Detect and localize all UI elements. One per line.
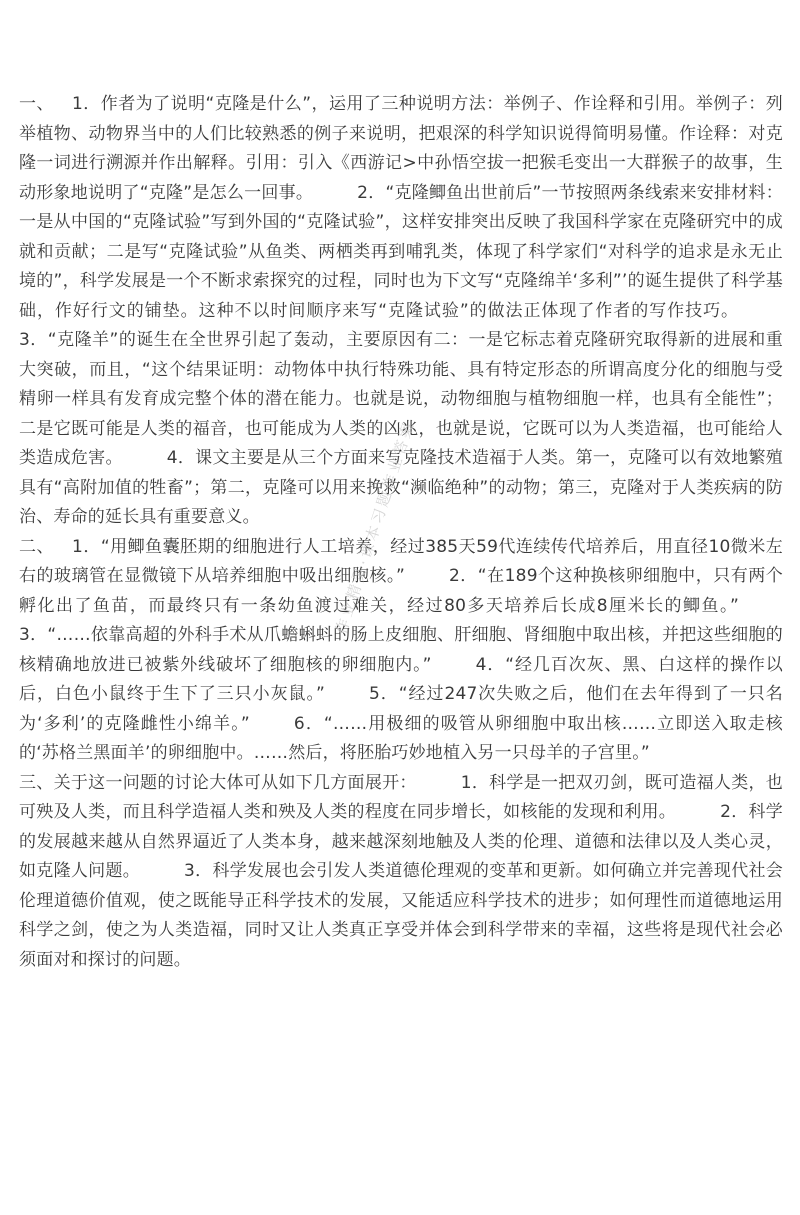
answer-item: 4．课文主要是从三个方面来写克隆技术造福于人类。第一，克隆可以有效地繁殖具有“高附加值的牲畜”；第二，克隆可以用来挽救“濒临绝种”的动物；第三，克隆对于人类疾病的防治、寿命的延长具有重要意义。 xyxy=(19,448,784,527)
answer-document xyxy=(19,90,783,975)
section-number: 三、 xyxy=(19,772,54,793)
answer-item: 2．“克隆鲫鱼出世前后”一节按照两条线索来安排材料：一是从中国的“克隆试验”写到外国的“克隆试验”，这样安排突出反映了我国科学家在克隆研究中的成就和贡献；二是写“克隆试验”从鱼类、两栖类再到哺乳类，体现了科学家们“对科学的追求是永无止境的”，科学发展是一个不断求索探究的过程，同时也为下文写“克隆绵羊‘多利”’的诞生提供了科学基础，作好行文的铺垫。这种不以时间顺序来写“克隆试验”的做法正体现了作者的写作技巧。 xyxy=(19,182,783,321)
answer-item: 2．“在189个这种换核卵细胞中，只有两个孵化出了鱼苗，而最终只有一条幼鱼渡过难关，经过80多天培养后长成8厘米长的鲫鱼。” xyxy=(19,566,783,616)
answer-item: 1．“用鲫鱼囊胚期的细胞进行人工培养，经过385天59代连续传代培养后，用直径10微米左右的玻璃管在显微镜下从培养细胞中吸出细胞核。” xyxy=(19,536,783,586)
answer-item: 2．科学的发展越来越从自然界逼近了人类本身，越来越深刻地触及人类的伦理、道德和法律以及人类心灵，如克隆人问题。 xyxy=(19,802,783,881)
watermark: 作业精灵·课本习题作业答案 xyxy=(331,417,419,637)
answer-item: 3．科学发展也会引发人类道德伦理观的变革和更新。如何确立并完善现代社会伦理道德价值观，使之既能导正科学技术的发展，又能适应科学技术的进步；如何理性而道德地运用科学之剑，使之为人类造福，同时又让人类真正享受并体会到科学带来的幸福，这些将是现代社会必须面对和探讨的问题。 xyxy=(19,861,783,970)
answer-item: 1．作者为了说明“克隆是什么”，运用了三种说明方法：举例子、作诠释和引用。举例子：列举植物、动物界当中的人们比较熟悉的例子来说明，把艰深的科学知识说得简明易懂。作诠释：对克隆一词进行溯源并作出解释。引用：引入《西游记>中孙悟空拔一把猴毛变出一大群猴子的故事，生动形象地说明了“克隆”是怎么一回事。 xyxy=(19,94,783,203)
answer-item: 5．“经过247次失败之后，他们在去年得到了一只名为‘多利’的克隆雌性小绵羊。” xyxy=(19,684,783,734)
answer-item: 4．“经几百次灰、黑、白这样的操作以后，白色小鼠终于生下了三只小灰鼠。” xyxy=(19,654,783,704)
section-one xyxy=(19,90,783,533)
answer-item: 3．“……依靠高超的外科手术从爪蟾蝌蚪的肠上皮细胞、肝细胞、肾细胞中取出核，并把这些细胞的核精确地放进已被紫外线破坏了细胞核的卵细胞内。” xyxy=(19,625,783,675)
section-number: 二、 xyxy=(19,536,55,557)
section-intro: 关于这一问题的讨论大体可从如下几方面展开： xyxy=(53,772,417,793)
section-two xyxy=(19,533,783,769)
section-three xyxy=(19,769,783,976)
answer-item: 3．“克隆羊”的诞生在全世界引起了轰动，主要原因有二：一是它标志着克隆研究取得新的进展和重大突破，而且，“这个结果证明：动物体中执行特殊功能、具有特定形态的所谓高度分化的细胞与受精卵一样具有发育成完整个体的潜在能力。也就是说，动物细胞与植物细胞一样，也具有全能性”；二是它既可能是人类的福音，也可能成为人类的凶兆，也就是说，它既可以为人类造福，也可能给人类造成危害。 xyxy=(19,330,783,468)
answer-item: 1．科学是一把双刃剑，既可造福人类，也可殃及人类，而且科学造福人类和殃及人类的程度在同步增长，如核能的发现和利用。 xyxy=(19,772,784,822)
section-number: 一、 xyxy=(19,94,54,114)
answer-item: 6．“……用极细的吸管从卵细胞中取出核……立即送入取走核的‘苏格兰黑面羊’的卵细胞中。……然后，将胚胎巧妙地植入另一只母羊的子宫里。” xyxy=(19,713,783,763)
